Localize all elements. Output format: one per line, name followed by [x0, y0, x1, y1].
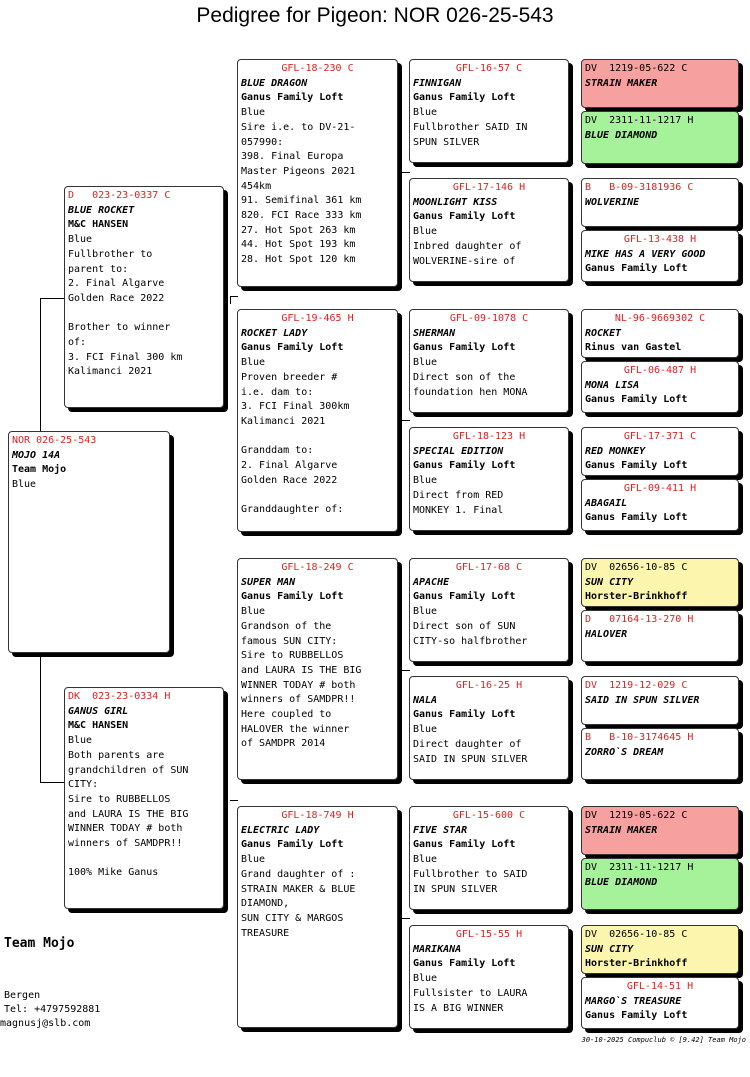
connector-line	[402, 172, 410, 173]
notes	[413, 371, 565, 400]
ancestor-card[interactable]	[581, 230, 739, 282]
pigeon-name: MARIKANA	[413, 943, 462, 955]
color: Blue	[68, 735, 93, 747]
color: Blue	[241, 107, 266, 119]
ring-number: GFL-17-68 C	[455, 562, 523, 573]
grandparent-card[interactable]	[237, 558, 398, 780]
ring-number: NOR 026-25-543	[12, 435, 97, 446]
page-title: Pedigree for Pigeon: NOR 026-25-543	[196, 4, 554, 27]
ring-number: GFL-14-51 H	[626, 981, 694, 992]
note-line: famous SUN CITY:	[241, 635, 338, 647]
notes	[68, 749, 220, 881]
note-line: 3. FCI Final 300 km	[68, 351, 183, 363]
breeder: Ganus Family Loft	[413, 591, 516, 603]
great-grandparent-card[interactable]	[409, 178, 569, 282]
note-line: winners of SAMDPR!!	[68, 838, 183, 850]
breeder: Horster-Brinkhoff	[585, 958, 688, 970]
ancestor-card[interactable]	[581, 427, 739, 476]
notes	[413, 987, 565, 1016]
ancestor-card[interactable]	[581, 858, 739, 910]
connector-line	[40, 652, 41, 782]
note-line: parent to:	[68, 263, 129, 275]
ring-number: GFL-18-249 C	[281, 562, 354, 573]
color: Blue	[413, 724, 438, 736]
ancestor-card[interactable]	[581, 558, 739, 607]
ring-number: GFL-09-411 H	[623, 483, 697, 494]
breeder: Ganus Family Loft	[585, 394, 688, 406]
breeder: Ganus Family Loft	[413, 211, 516, 223]
notes	[241, 620, 394, 752]
breeder: Ganus Family Loft	[413, 839, 516, 851]
connector-line	[40, 782, 65, 783]
breeder: Ganus Family Loft	[413, 958, 516, 970]
pigeon-name: SUPER MAN	[241, 576, 296, 588]
pigeon-name: MOONLIGHT KISS	[413, 196, 498, 208]
breeder: Ganus Family Loft	[413, 92, 516, 104]
color: Blue	[241, 606, 266, 618]
ring-number: GFL-19-465 H	[281, 313, 354, 324]
note-line: Direct from RED	[413, 489, 504, 501]
connector-line	[230, 296, 238, 297]
ring-number: DV 2311-11-1217 H	[585, 862, 694, 873]
note-line: Direct son of the	[413, 371, 516, 383]
note-line	[241, 488, 394, 503]
owner-name: Team Mojo	[4, 936, 75, 951]
ancestor-card[interactable]	[581, 806, 739, 855]
connector-line	[230, 296, 231, 304]
color: Blue	[413, 226, 438, 238]
ancestor-card[interactable]	[581, 925, 739, 974]
note-line: Both parents are	[68, 749, 165, 761]
breeder: Ganus Family Loft	[413, 460, 516, 472]
ancestor-card[interactable]	[581, 111, 739, 164]
ring-number: DV 1219-05-622 C	[585, 810, 688, 821]
owner-email[interactable]: magnusj@slb.com	[0, 1018, 91, 1029]
note-line: and LAURA IS THE BIG	[68, 808, 189, 820]
note-line: CITY-so halfbrother	[413, 635, 528, 647]
color: Blue	[12, 479, 37, 491]
note-line: 820. FCI Race 333 km	[241, 210, 362, 222]
great-grandparent-card[interactable]	[409, 59, 569, 163]
ring-number: DV 02656-10-85 C	[585, 929, 688, 940]
note-line: 454km	[241, 180, 272, 192]
ring-number: D 07164-13-270 H	[585, 614, 694, 625]
color: Blue	[241, 854, 266, 866]
pigeon-name: ABAGAIL	[585, 497, 628, 509]
ring-number: GFL-17-371 C	[623, 431, 697, 442]
notes	[413, 868, 565, 897]
notes	[68, 248, 220, 380]
note-line: Fullbrother to	[68, 248, 153, 260]
color: Blue	[413, 606, 438, 618]
notes	[413, 240, 565, 269]
note-line: TREASURE	[241, 927, 290, 939]
great-grandparent-card[interactable]	[409, 806, 569, 910]
ring-number: GFL-13-438 H	[623, 234, 697, 245]
great-grandparent-card[interactable]	[409, 427, 569, 531]
note-line: 28. Hot Spot 120 km	[241, 254, 356, 266]
ring-number: D 023-23-0337 C	[68, 190, 171, 201]
pigeon-name: MOJO 14A	[12, 449, 61, 461]
breeder: Ganus Family Loft	[585, 512, 688, 524]
pigeon-name: RED MONKEY	[585, 445, 646, 457]
ring-number: DK 023-23-0334 H	[68, 691, 171, 702]
connector-line	[230, 800, 238, 801]
note-line: Proven breeder #	[241, 371, 338, 383]
note-line: Fullbrother to SAID	[413, 868, 528, 880]
pigeon-name: STRAIN MAKER	[585, 824, 658, 836]
ancestor-card[interactable]	[581, 361, 739, 413]
ancestor-card[interactable]	[581, 728, 739, 780]
note-line: foundation hen MONA	[413, 386, 528, 398]
pigeon-name: FIVE STAR	[413, 824, 468, 836]
color: Blue	[413, 854, 438, 866]
note-line: 100% Mike Ganus	[68, 867, 159, 879]
pigeon-name: SHERMAN	[413, 327, 456, 339]
great-grandparent-card[interactable]	[409, 676, 569, 780]
connector-line	[402, 420, 410, 421]
pigeon-name: NALA	[413, 694, 438, 706]
connector-line	[40, 298, 65, 299]
pigeon-name: BLUE DRAGON	[241, 77, 308, 89]
ring-number: GFL-18-230 C	[281, 63, 354, 74]
note-line: 91. Semifinal 361 km	[241, 195, 362, 207]
notes	[241, 371, 394, 518]
breeder: Ganus Family Loft	[241, 342, 344, 354]
pigeon-name: ELECTRIC LADY	[241, 824, 320, 836]
note-line: STRAIN MAKER & BLUE	[241, 883, 356, 895]
pigeon-name: SUN CITY	[585, 943, 634, 955]
ancestor-card[interactable]	[581, 977, 739, 1029]
note-line: 44. Hot Spot 193 km	[241, 239, 356, 251]
note-line: and LAURA IS THE BIG	[241, 664, 362, 676]
ring-number: GFL-18-749 H	[281, 810, 354, 821]
note-line: i.e. dam to:	[241, 386, 314, 398]
grandparent-card[interactable]	[237, 806, 398, 1028]
print-stamp: 30-10-2025 Compuclub © [9.42] Team Mojo	[581, 1036, 746, 1044]
great-grandparent-card[interactable]	[409, 925, 569, 1029]
note-line: WOLVERINE-sire of	[413, 255, 516, 267]
breeder: Horster-Brinkhoff	[585, 591, 688, 603]
ring-number: NL-96-9669302 C	[614, 313, 706, 324]
notes	[413, 738, 565, 767]
note-line: CITY:	[68, 779, 99, 791]
note-line: MONKEY 1. Final	[413, 504, 504, 516]
note-line	[68, 852, 220, 867]
note-line: 27. Hot Spot 263 km	[241, 224, 356, 236]
note-line: SUN CITY & MARGOS	[241, 912, 344, 924]
pigeon-name: APACHE	[413, 576, 450, 588]
note-line: Here coupled to	[241, 709, 332, 721]
pigeon-name: WOLVERINE	[585, 196, 640, 208]
breeder: Team Mojo	[12, 464, 67, 476]
note-line: Kalimanci 2021	[68, 366, 153, 378]
great-grandparent-card[interactable]	[409, 558, 569, 662]
note-line: WINNER TODAY # both	[241, 679, 356, 691]
ring-number: GFL-16-25 H	[455, 680, 523, 691]
ring-number: GFL-06-487 H	[623, 365, 697, 376]
owner-phone: Tel: +4797592881	[4, 1004, 101, 1015]
breeder: Ganus Family Loft	[241, 591, 344, 603]
pigeon-name: SPECIAL EDITION	[413, 445, 504, 457]
ring-number: DV 2311-11-1217 H	[585, 115, 694, 126]
pigeon-name: GANUS GIRL	[68, 705, 129, 717]
breeder: Rinus van Gastel	[585, 342, 682, 354]
ring-number: GFL-18-123 H	[452, 431, 526, 442]
note-line: Fullbrother SAID IN	[413, 121, 528, 133]
notes	[413, 121, 565, 150]
ancestor-card[interactable]	[581, 309, 739, 358]
note-line: winners of SAMDPR!!	[241, 694, 356, 706]
note-line: Granddaughter of:	[241, 504, 344, 516]
ring-number: GFL-17-146 H	[452, 182, 526, 193]
breeder: M&C HANSEN	[68, 219, 129, 231]
note-line	[68, 307, 220, 322]
breeder: M&C HANSEN	[68, 720, 129, 732]
note-line: of SAMDPR 2014	[241, 738, 326, 750]
breeder: Ganus Family Loft	[241, 839, 344, 851]
subject-card[interactable]	[8, 431, 170, 653]
pigeon-name: ROCKET LADY	[241, 327, 308, 339]
note-line: Sire to RUBBELLOS	[241, 650, 344, 662]
ring-number: GFL-15-55 H	[455, 929, 523, 940]
note-line: IS A BIG WINNER	[413, 1002, 504, 1014]
note-line: SAID IN SPUN SILVER	[413, 753, 528, 765]
dam-card[interactable]	[64, 687, 224, 909]
pigeon-name: ROCKET	[585, 327, 622, 339]
note-line: Golden Race 2022	[241, 474, 338, 486]
connector-line	[40, 298, 41, 432]
notes	[413, 489, 565, 518]
grandparent-card[interactable]	[237, 309, 398, 532]
ring-number: DV 02656-10-85 C	[585, 562, 688, 573]
note-line: Fullsister to LAURA	[413, 987, 528, 999]
pigeon-name: STRAIN MAKER	[585, 77, 658, 89]
note-line: grandchildren of SUN	[68, 764, 189, 776]
note-line: Granddam to:	[241, 445, 314, 457]
ring-number: DV 1219-12-029 C	[585, 680, 688, 691]
note-line: Sire i.e. to DV-21-	[241, 121, 356, 133]
notes	[241, 868, 394, 942]
note-line: WINNER TODAY # both	[68, 823, 183, 835]
note-line: 398. Final Europa	[241, 151, 344, 163]
color: Blue	[241, 357, 266, 369]
notes	[241, 121, 394, 268]
pigeon-name: MONA LISA	[585, 379, 640, 391]
color: Blue	[413, 475, 438, 487]
pigeon-name: MIKE HAS A VERY GOOD	[585, 248, 706, 260]
note-line: Direct daughter of	[413, 738, 522, 750]
pigeon-name: MARGO`S TREASURE	[585, 995, 682, 1007]
breeder: Ganus Family Loft	[413, 709, 516, 721]
color: Blue	[413, 973, 438, 985]
note-line: HALOVER the winner	[241, 723, 350, 735]
note-line: Grand daughter of :	[241, 868, 356, 880]
color: Blue	[413, 107, 438, 119]
note-line	[241, 430, 394, 445]
note-line: 3. FCI Final 300km	[241, 401, 350, 413]
breeder: Ganus Family Loft	[585, 1010, 688, 1022]
sire-card[interactable]	[64, 186, 224, 408]
ring-number: GFL-16-57 C	[455, 63, 523, 74]
ancestor-card[interactable]	[581, 610, 739, 662]
breeder: Ganus Family Loft	[585, 263, 688, 275]
note-line: Kalimanci 2021	[241, 415, 326, 427]
note-line: Golden Race 2022	[68, 292, 165, 304]
pigeon-name: BLUE DIAMOND	[585, 129, 658, 141]
ring-number: B B-10-3174645 H	[585, 732, 694, 743]
notes	[413, 620, 565, 649]
color: Blue	[68, 234, 93, 246]
pigeon-name: BLUE DIAMOND	[585, 876, 658, 888]
pigeon-name: SAID IN SPUN SILVER	[585, 694, 700, 706]
note-line: IN SPUN SILVER	[413, 883, 498, 895]
note-line: Inbred daughter of	[413, 240, 522, 252]
pigeon-name: HALOVER	[585, 628, 628, 640]
note-line: of:	[68, 337, 87, 349]
pigeon-name: BLUE ROCKET	[68, 204, 135, 216]
ring-number: B B-09-3181936 C	[585, 182, 694, 193]
note-line: 2. Final Algarve	[241, 460, 338, 472]
ring-number: GFL-15-600 C	[452, 810, 526, 821]
breeder: Ganus Family Loft	[241, 92, 344, 104]
note-line: Direct son of SUN	[413, 620, 516, 632]
color: Blue	[413, 357, 438, 369]
ancestor-card[interactable]	[581, 479, 739, 531]
grandparent-card[interactable]	[237, 59, 398, 287]
pigeon-name: FINNIGAN	[413, 77, 462, 89]
ancestor-card[interactable]	[581, 178, 739, 227]
owner-city: Bergen	[4, 990, 41, 1001]
breeder: Ganus Family Loft	[413, 342, 516, 354]
note-line: Brother to winner	[68, 322, 171, 334]
ring-number: GFL-09-1078 C	[449, 313, 529, 324]
note-line: Sire to RUBBELLOS	[68, 793, 171, 805]
note-line: Master Pigeons 2021	[241, 165, 356, 177]
ring-number: DV 1219-05-622 C	[585, 63, 688, 74]
breeder: Ganus Family Loft	[585, 460, 688, 472]
connector-line	[402, 670, 410, 671]
great-grandparent-card[interactable]	[409, 309, 569, 413]
connector-line	[402, 918, 410, 919]
pigeon-name: SUN CITY	[585, 576, 634, 588]
note-line: 057990:	[241, 136, 284, 148]
note-line: 2. Final Algarve	[68, 278, 165, 290]
note-line: Grandson of the	[241, 620, 332, 632]
ancestor-card[interactable]	[581, 59, 739, 108]
note-line: SPUN SILVER	[413, 136, 480, 148]
pigeon-name: ZORRO`S DREAM	[585, 746, 664, 758]
note-line: DIAMOND,	[241, 898, 290, 910]
ancestor-card[interactable]	[581, 676, 739, 725]
